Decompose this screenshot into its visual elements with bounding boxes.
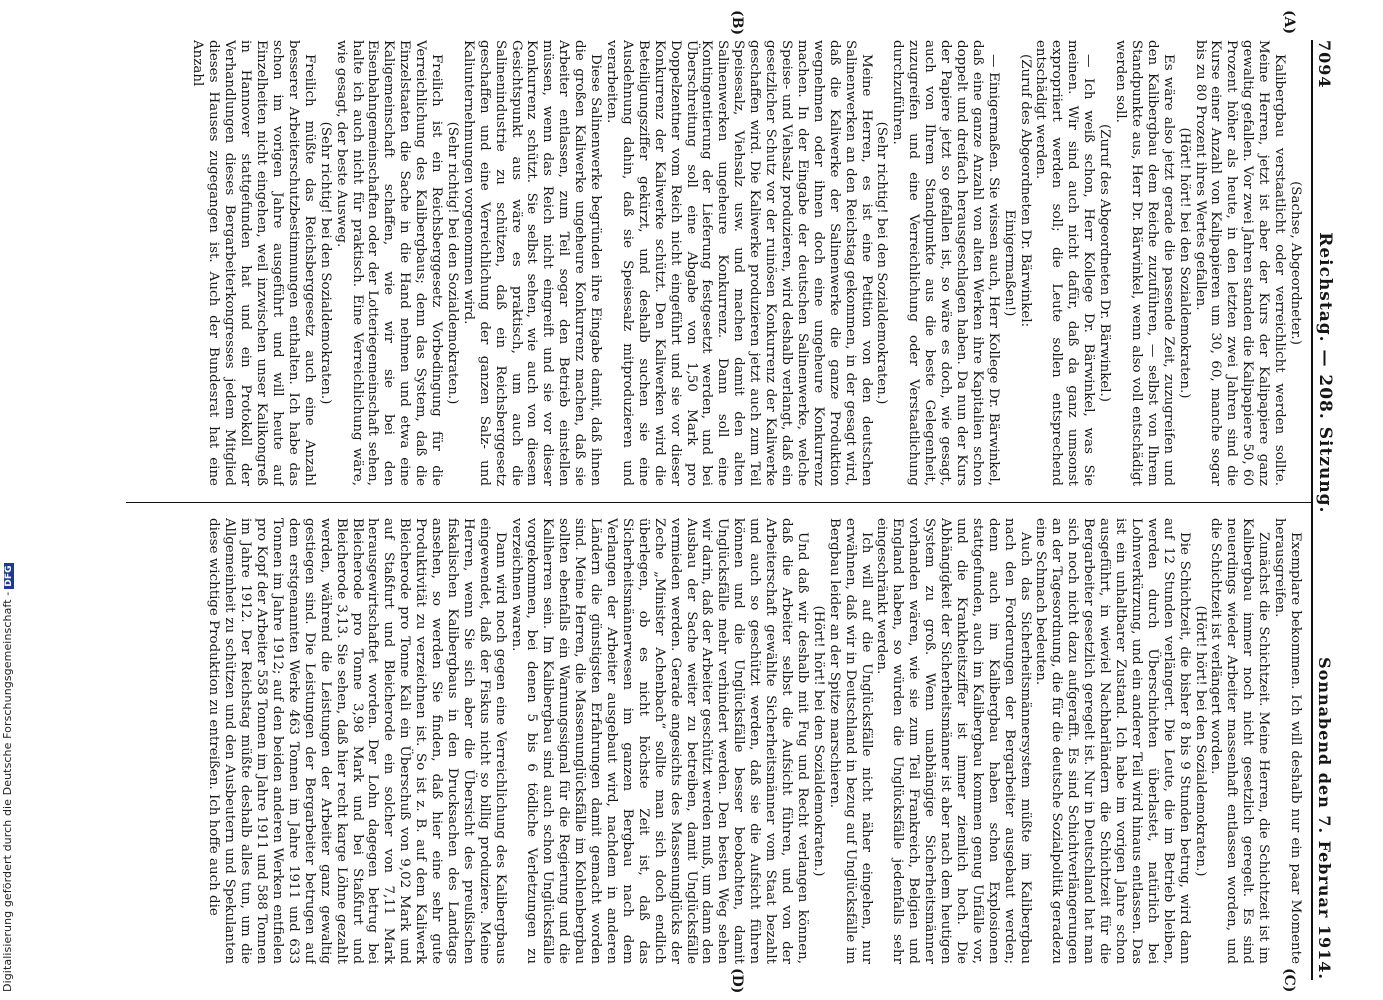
page-header bbox=[1315, 40, 1345, 980]
dfg-logo: DFG bbox=[4, 565, 14, 587]
paragraph: (Sehr richtig! bei den Sozialdemokraten.) bbox=[317, 121, 333, 405]
paragraph: (Zuruf des Abgeordneten Dr. Bärwinkel.) bbox=[1097, 123, 1113, 403]
paragraph: Dann wird noch gegen eine Verreichlichung des Kalibergbaus eingewendet, daß der Fiskus nicht so billig produziere. Meine Herren, wenn Sie sich aber die Übersicht des preußischen fiskalischen Kalibergbaus in den Drucksachen des Landtags ansehen, so werden Sie finden, daß hier eine sehr gute Produktivität zu verzeichnen ist. So ist z. B. auf dem Kaliwerk Bleicherode pro Tonne Kali ein Überschuß von 9,02 Mark und auf Staßfurt und Bleicherode ein solcher von 7,11 Mark herausgewirtschaftet worden. Der Lohn dagegen betrug bei Bleicherode pro Tonne 3,98 Mark und bei Staßfurt und Bleicherode 3,13. Sie sehen, daß hier recht karge Löhne gezahlt werden, während die Leistungen der Arbeiter ganz gewaltig gestiegen sind. Die Leistungen der Bergarbeiter betrugen auf dem erstgenannten Werke 463 Tonnen im Jahre 1911 und 633 Tonnen im Jahre 1912; auf den beiden anderen Werken entfielen pro Kopf der Arbeiter 558 Tonnen im Jahre 1911 und 588 Tonnen im Jahre 1912. Der Reichstag müßte deshalb alles tun, um die Allgemeinheit zu schützen und den Ausbeutern und Spekulanten diese wichtige Produktion zu entreißen. Ich hoffe auch die bbox=[206, 518, 508, 964]
paragraph: (Hört! hört! bei den Sozialdemokraten.) bbox=[810, 605, 826, 877]
margin-mark-b: (B) bbox=[729, 10, 745, 36]
paragraph: (Hört! hört! bei den Sozialdemokraten.) bbox=[1192, 605, 1208, 877]
paragraph: (Hört! hört! bei den Sozialdemokraten.) bbox=[1176, 127, 1192, 399]
paragraph: (Sehr richtig! bei den Sozialdemokraten.) bbox=[444, 121, 460, 405]
paragraph: Meine Herren, es ist eine Petition von den deutschen Salinenwerken an den Reichstag gekommen, in der gesagt wird, daß die Kaliwerke der Salinenwerke die ganze Produktion wegnehmen oder ihnen doch eine ungeheure Konkurrenz machen. In der Eingabe der deutschen Salinenwerke, welche Speise- und Viehsalz produzieren, wird deshalb verlangt, daß ein gesetzlicher Schutz vor der ruinösen Konkurrenz der Kaliwerke geschaffen wird. Die Kaliwerke produzieren jetzt auch zum Teil Speisesalz, Viehsalz usw. und machen damit den alten Salinenwerken ungeheure Konkurrenz. Dann soll eine Kontingentierung der Lieferung festgesetzt werden, und bei Überschreitung soll eine Abgabe von 1,50 Mark pro Doppelzentner vom Reich nicht eingeführt und sie vor dieser Konkurrenz der Kaliwerke schützt. Den Kaliwerken wird die Beteiligungsziffer gekürzt, und deshalb suchen sie eine Ausdehnung dahin, daß sie Speisesalz mitproduzieren und verarbeiten. bbox=[604, 40, 874, 486]
paragraph: (Sehr richtig! bei den Sozialdemokraten.) bbox=[874, 121, 890, 405]
right-column bbox=[123, 518, 1303, 964]
side-margin bbox=[0, 0, 20, 1000]
paragraph: — Ich weiß schon, Herr Kollege Dr. Bärwinkel, was Sie meinen. Wir sind auch nicht dafür, daß da ganz umsonst expropriiert werden soll; die Leute sollen entsprechend entschädigt werden. bbox=[1033, 40, 1097, 486]
paragraph: Es wäre also jetzt gerade die passende Zeit, zuzugreifen und den Kalibergbau dem Reiche zuzuführen, — selbst von Ihrem Standpunkte aus, Herr Dr. Bärwinkel, wenn also voll entschädigt werden soll. bbox=[1113, 40, 1176, 486]
paragraph: (Zuruf des Abgeordneten Dr. Bärwinkel: bbox=[1017, 54, 1033, 328]
paragraph: Freilich ist ein Reichsberggesetz Vorbedingung für die Verreichlichung des Kalibergbaus; denn das System, daß die Einzelstaaten die Sache in die Hand nehmen und etwa eine Kaligemeinschaft schaffen, wie wir sie bei den Eisenbahngemeinschaften oder der Lotteriegemeinschaft sehen, halte ich auch nicht für praktisch. Eine Verreichlichung wäre, wie gesagt, der beste Ausweg. bbox=[333, 40, 445, 486]
margin-mark-c: (C) bbox=[1281, 968, 1297, 993]
header-rule bbox=[1311, 40, 1313, 980]
paragraph: Freilich müßte das Reichsberggesetz auch eine Anzahl besserer Arbeiterschutzbestimmungen enthalten. Ich habe das schon im vorigen Jahre ausgeführt und will heute auf Einzelheiten nicht eingehen, weil inzwischen unser Kalikongreß in Hannover stattgefunden hat und ein Protokoll der Verhandlungen dieses Bergarbeiterkongresses jedem Mitglied dieses Hauses zugegangen ist. Auch der Bundesrat hat eine Anzahl bbox=[190, 40, 317, 486]
rotated-page bbox=[105, 10, 1345, 994]
paragraph: Und daß wir deshalb mit Fug und Recht verlangen können, daß die Arbeiter selbst die Aufsicht führen, und von der Arbeiterschaft gewählte Sicherheitsmänner vom Staat bezahlt und auch so geschützt werden, daß sie die Aufsicht führen können und die Unglücksfälle besser beobachten, damit Unglücksfälle mehr verhindert werden. Den besten Weg sehen wir darin, daß der Arbeiter geschützt werden muß, um dann den Ausbau der Sache weiter zu betreiben, damit Unglücksfälle vermieden werden. Gerade angesichts des Massenunglücks der Zeche „Minister Achenbach“ sollte man sich doch endlich überlegen, ob es nicht höchste Zeit ist, daß das Sicherheitsmännerwesen im ganzen Bergbau nach dem Verlangen der Arbeiter ausgebaut wird, nachdem in anderen Ländern die günstigsten Erfahrungen damit gemacht worden sind. Meine Herren, die Massenunglücksfälle im Kohlenbergbau sollten ebenfalls ein Warnungssignal für die Regierung und die Kaliherren sein. Im Kalibergbau sind auch schon Unglücksfälle vorgekommen, bei denen 5 bis 6 tödliche Verletzungen zu verzeichnen waren. bbox=[508, 518, 810, 964]
page-title: Reichstag. — 208. Sitzung. bbox=[1315, 232, 1335, 514]
paragraph: Einigermaßen!) bbox=[1001, 209, 1017, 317]
paragraph: Auch das Sicherheitsmännersystem müßte im Kalibergbau nach den Forderungen der Bergarbeiter ausgebaut werden; denn auch im Kalibergbau haben schon Explosionen stattgefunden, auch im Kalibergbau kommen genug Unfälle vor, und die Krankheitsziffer ist immer ziemlich hoch. Die Abhängigkeit der Sicherheitsmänner ist aber nach dem heutigen System zu groß. Wenn unabhängige Sicherheitsmänner vorhanden wären, wie sie zum Teil Frankreich, Belgien und England haben, so würden die Unglücksfälle jedenfalls sehr eingeschränkt werden. bbox=[874, 518, 1033, 964]
left-column bbox=[123, 40, 1303, 486]
paragraph: Die Schichtzeit, die bisher 8 bis 9 Stunden betrug, wird dann auf 12 Stunden verlängert. Die Leute, die im Betrieb bleiben, werden durch Überschichten überlastet, natürlich bei Lohnverkürzung, und ein anderer Teil wird hinaus entlassen. Das ist ein unhaltbarer Zustand. Ich habe im vorigen Jahre schon ausgeführt, in wieviel Nachbarländern die Schichtzeit für die Bergarbeiter gesetzlich geregelt ist. Nur in Deutschland hat man sich noch nicht dazu aufgerafft. Es sind Schichtverlängerungen an der Tagesordnung, die für die deutsche Sozialpolitik geradezu eine Schmach bedeuten. bbox=[1033, 518, 1192, 964]
paragraph: Exemplare bekommen. Ich will deshalb nur ein paar Momente herausgreifen. bbox=[1272, 518, 1303, 964]
paragraph: Zunächst die Schichtzeit. Meine Herren, die Schichtzeit ist im Kalibergbau immer noch nicht gesetzlich geregelt. Es sind neuerdings wieder Arbeiter massenhaft entlassen worden, und die Schichtzeit ist verlängert worden. bbox=[1208, 518, 1272, 964]
page-content bbox=[105, 10, 1345, 994]
paragraph: (Sachse, Abgeordneter.) bbox=[1288, 181, 1303, 345]
margin-mark-d: (D) bbox=[729, 968, 745, 994]
page-number: 7094 bbox=[1315, 40, 1334, 89]
paragraph: Diese Salinenwerke begründen ihre Eingabe damit, daß ihnen die großen Kaliwerke ungeheure Konkurrenz machen, daß sie Arbeiter entlassen, zum Teil sogar den Betrieb einstellen müssen, wenn das Reich nicht eingreift und sie vor dieser Konkurrenz schützt. Sie selbst sehen, wie auch von diesem Gesichtspunkt aus wäre es praktisch, um auch die Salinenindustrie zu schützen, daß ein Reichsberggesetz geschaffen und eine Verreichlichung der ganzen Salz- und Kaliunternehmungen vorgenommen wird. bbox=[460, 40, 604, 486]
paragraph: — Einigermaßen. Sie wissen auch, Herr Kollege Dr. Bärwinkel, daß eine ganze Anzahl von alten Werken ihre Kapitalien schon doppelt und dreifach herausgeschlagen haben. Da nun der Kurs der Papiere jetzt so gefallen ist, so wäre es doch, wie gesagt, auch von Ihrem Standpunkte aus die beste Gelegenheit, zuzugreifen und eine Verreichlichung oder Verstaatlichung durchzuführen. bbox=[890, 40, 1001, 486]
page-date: Sonnabend den 7. Februar 1914. bbox=[1315, 657, 1334, 980]
digitization-credit bbox=[1, 6, 19, 992]
paragraph: Kalibergbau verstaatlicht oder verreichlicht werden sollte. Meine Herren, jetzt ist aber der Kurs der Kalipapiere ganz gewaltig gefallen. Vor zwei Jahren standen die Kalipapiere 50, 60 Prozent höher als heute, in den letzten zwei Jahren sind die Kurse einer Anzahl von Kalipapieren um 30, 60, manche sogar bis zu 80 Prozent ihres Wertes gefallen. bbox=[1192, 40, 1288, 486]
column-divider bbox=[126, 502, 1311, 503]
margin-mark-a: (A) bbox=[1281, 10, 1297, 35]
paragraph: Ich will auf die Unglücksfälle nicht näher eingehen, nur erwähnen, daß wir in Deutschland in bezug auf Unglücksfälle im Bergbau leider an der Spitze marschieren. bbox=[826, 518, 874, 964]
credit-text: Digitalisierung gefördert durch die Deutsche Forschungsgemeinschaft - bbox=[1, 591, 14, 992]
